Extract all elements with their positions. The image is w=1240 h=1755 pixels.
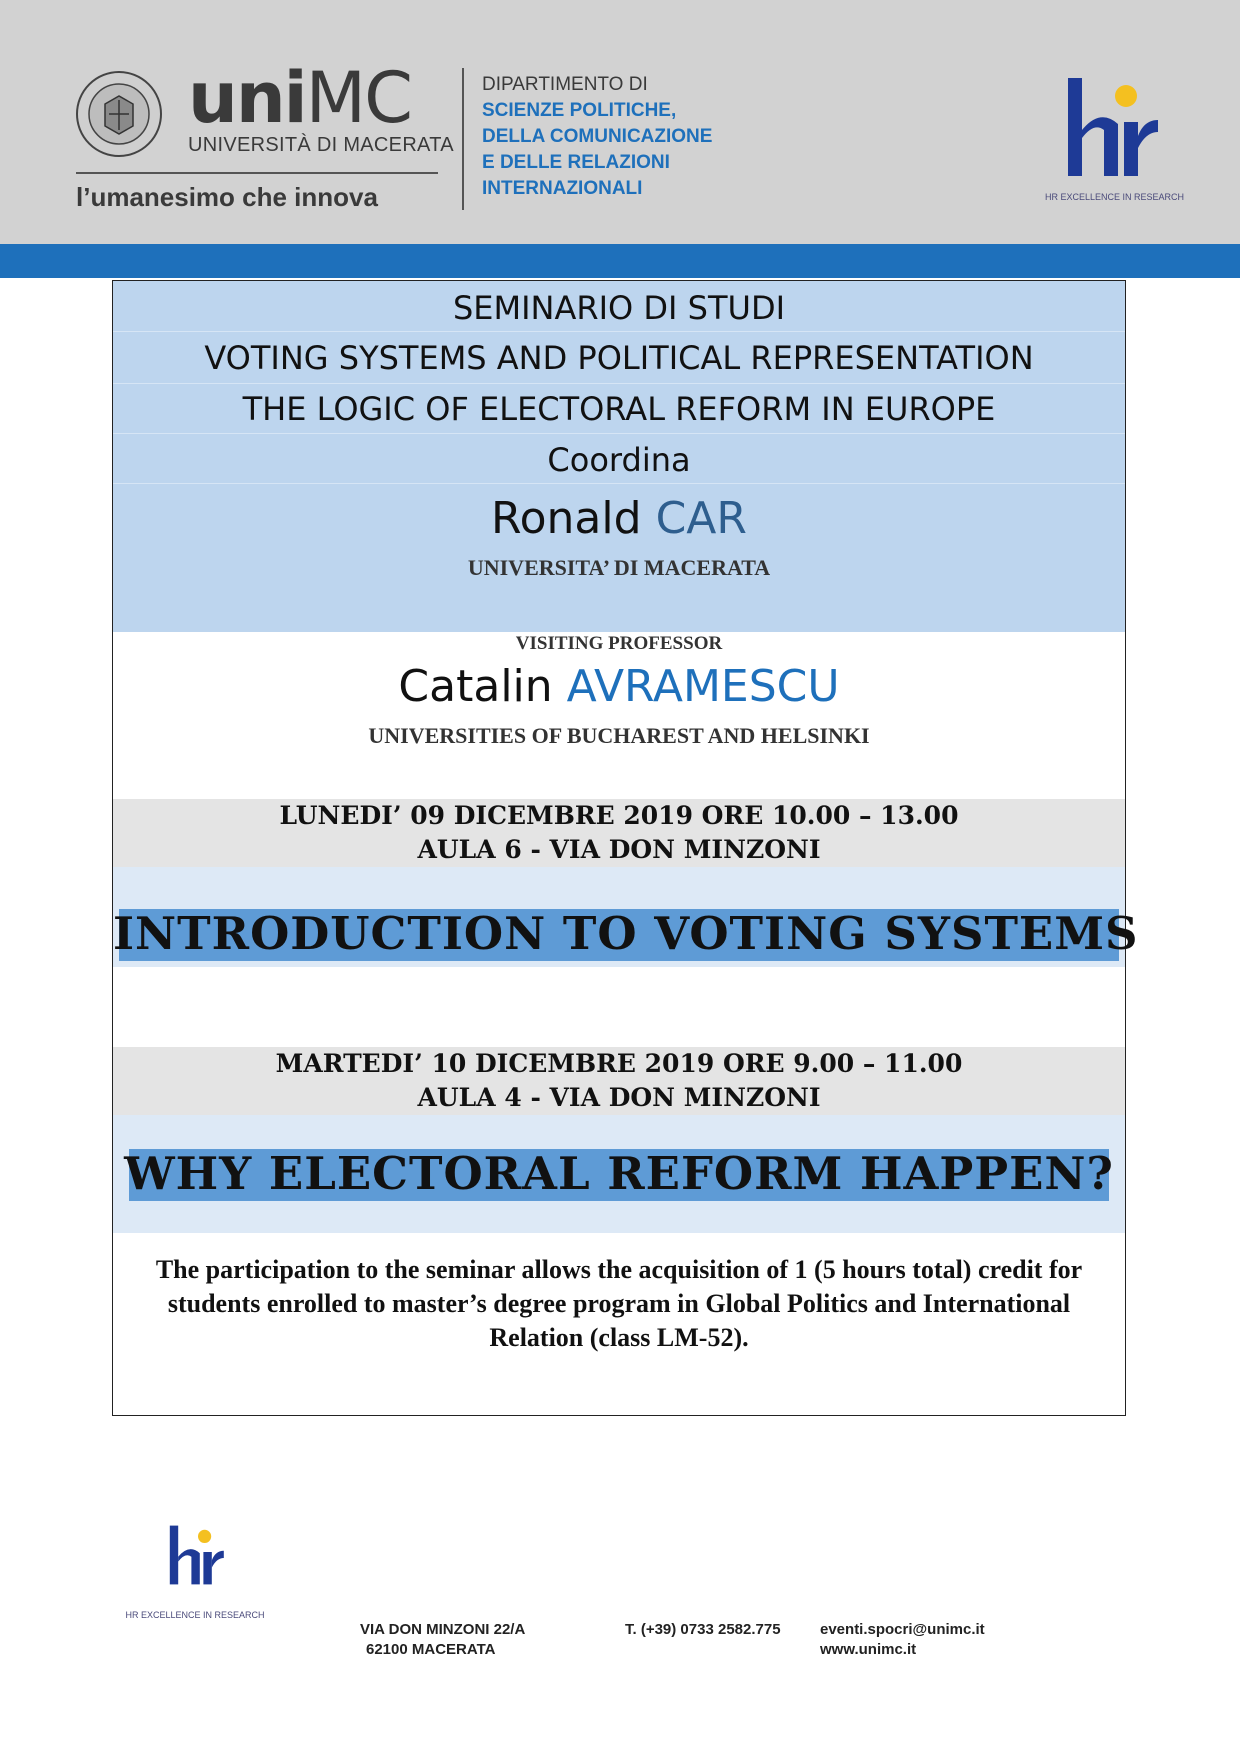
professor-first-name: Catalin — [398, 661, 553, 712]
department-name — [482, 72, 712, 202]
hr-logo-icon — [1060, 72, 1160, 182]
footer-address — [360, 1620, 525, 1660]
logo-uni-text: uni — [188, 57, 306, 139]
header-blue-stripe — [0, 244, 1240, 278]
coordinator-first-name: Ronald — [491, 493, 642, 544]
seminar-poster-box — [112, 280, 1139, 1416]
address-line-1: VIA DON MINZONI 22/A — [360, 1621, 526, 1638]
logo-divider — [76, 172, 438, 174]
university-seal-icon — [75, 70, 163, 158]
seminar-subtitle: THE LOGIC OF ELECTORAL REFORM IN EUROPE — [242, 390, 996, 428]
department-line: DELLA COMUNICAZIONE — [482, 126, 713, 147]
panel-line — [113, 483, 1125, 484]
coordinator-affiliation: UNIVERSITA’ DI MACERATA — [467, 555, 771, 580]
panel-line — [113, 433, 1125, 434]
footer-phone: T. (+39) 0733 2582.775 — [625, 1621, 781, 1638]
coordinator-name — [113, 493, 1125, 544]
hr-logo-icon — [165, 1522, 225, 1588]
coordinator-last-name: CAR — [655, 493, 747, 544]
session-1-title: INTRODUCTION TO VOTING SYSTEMS — [113, 907, 1139, 960]
department-line: E DELLE RELAZIONI — [482, 152, 670, 173]
unimc-logo — [188, 58, 411, 138]
professor-name — [113, 661, 1125, 712]
address-line-2: 62100 MACERATA — [366, 1641, 496, 1658]
header-vertical-divider — [462, 68, 464, 210]
session-2-date: MARTEDI’ 10 DICEMBRE 2019 ORE 9.00 – 11.00 — [275, 1049, 963, 1078]
professor-last-name: AVRAMESCU — [566, 661, 840, 712]
coordinator-label: Coordina — [547, 441, 691, 479]
session-1-room: AULA 6 - VIA DON MINZONI — [417, 835, 821, 864]
hr-caption: HR EXCELLENCE IN RESEARCH — [125, 1610, 265, 1620]
department-line: INTERNAZIONALI — [482, 178, 643, 199]
session-2-title: WHY ELECTORAL REFORM HAPPEN? — [124, 1147, 1114, 1200]
hr-caption: HR EXCELLENCE IN RESEARCH — [1045, 192, 1185, 202]
university-tagline: l’umanesimo che innova — [76, 182, 378, 212]
credit-note: The participation to the seminar allows the acquisition of 1 (5 hours total) credit for students enrolled to master’s degree program in Global Politics and International Relation (class LM-52). — [155, 1255, 1083, 1352]
university-name: UNIVERSITÀ DI MACERATA — [188, 134, 454, 156]
panel-line — [113, 331, 1125, 332]
professor-affiliation: UNIVERSITIES OF BUCHAREST AND HELSINKI — [368, 723, 870, 748]
footer-hr-logo — [125, 1522, 265, 1622]
footer-website[interactable]: www.unimc.it — [820, 1641, 917, 1658]
seminar-label: SEMINARIO DI STUDI — [452, 289, 786, 327]
department-line: DIPARTIMENTO DI — [482, 74, 648, 95]
panel-line — [113, 383, 1125, 384]
department-line: SCIENZE POLITICHE, — [482, 100, 677, 121]
session-2-room: AULA 4 - VIA DON MINZONI — [417, 1083, 821, 1112]
visiting-professor-label: VISITING PROFESSOR — [515, 633, 723, 654]
header-banner — [0, 0, 1240, 244]
logo-mc-text: MC — [305, 57, 411, 139]
seminar-title: VOTING SYSTEMS AND POLITICAL REPRESENTATION — [204, 339, 1034, 377]
footer-email[interactable]: eventi.spocri@unimc.it — [820, 1621, 985, 1638]
footer-contacts — [820, 1620, 985, 1660]
session-1-date: LUNEDI’ 09 DICEMBRE 2019 ORE 10.00 – 13.00 — [279, 801, 959, 830]
hr-excellence-logo — [1045, 72, 1185, 212]
